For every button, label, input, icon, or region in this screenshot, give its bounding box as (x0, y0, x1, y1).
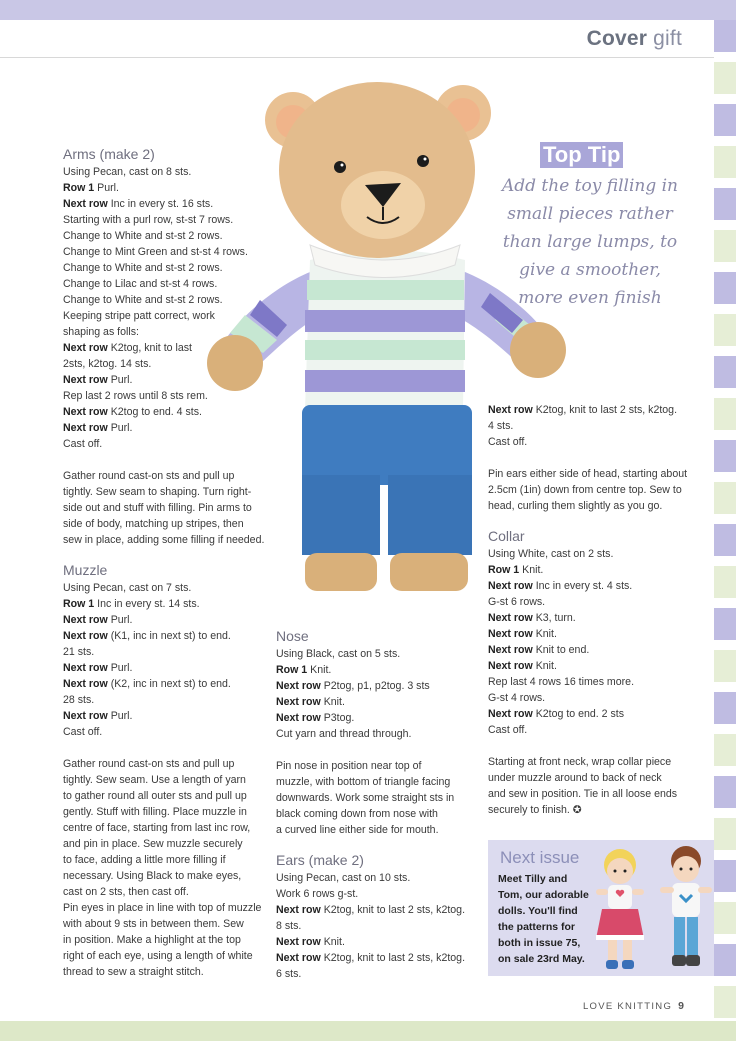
text-line: and pin in place. Sew muzzle securely (63, 838, 243, 850)
instruction-line: Next row Purl. (63, 710, 133, 722)
instruction-line: Cast off. (63, 726, 103, 738)
edge-stripe (714, 692, 736, 724)
next-issue-text (498, 871, 594, 967)
instruction-label: Next row (63, 422, 108, 434)
instruction-label: Next row (488, 660, 533, 672)
edge-stripe (714, 104, 736, 136)
text-line: securely to finish. ✪ (488, 804, 582, 816)
instruction-line: Next row (K1, inc in next st) to end. (63, 630, 231, 642)
instruction-line: Using Pecan, cast on 7 sts. (63, 582, 192, 594)
instruction-line: Next row K2tog, knit to last 2 sts, k2tog. (276, 952, 466, 964)
text-line: black coming down from nose with (276, 808, 438, 820)
instruction-label: Next row (276, 952, 321, 964)
instruction-label: Next row (488, 580, 533, 592)
instruction-label: Next row (63, 630, 108, 642)
instruction-line: Rep last 4 rows 16 times more. (488, 676, 635, 688)
text-line: side of body, matching up stripes, then (63, 518, 244, 530)
instruction-label: Next row (488, 628, 533, 640)
instruction-label: Row 1 (63, 182, 95, 194)
text-line: and sew in position. Tie in all loose ends (488, 788, 678, 800)
instruction-label: Next row (63, 374, 108, 386)
text-line: cast on 2 sts, then cast off. (63, 886, 189, 898)
top-color-band (0, 0, 736, 20)
instruction-label: Row 1 (63, 598, 95, 610)
text-line: Meet Tilly and (498, 873, 568, 885)
instruction-line: G-st 4 rows. (488, 692, 546, 704)
edge-stripe (714, 398, 736, 430)
instruction-line: Next row Knit to end. (488, 644, 590, 656)
text-line: sew in place, adding some filling if needed. (63, 534, 265, 546)
instruction-line: Next row Purl. (63, 422, 133, 434)
text-line: a curved line either side for mouth. (276, 824, 439, 836)
collar-heading: Collar (488, 528, 525, 544)
instruction-line: Keeping stripe patt correct, work (63, 310, 215, 322)
muzzle-heading: Muzzle (63, 562, 108, 578)
header-rule (0, 57, 714, 58)
instruction-line: Next row K2tog to end. 4 sts. (63, 406, 202, 418)
instruction-line: Starting with a purl row, st-st 7 rows. (63, 214, 234, 226)
instruction-line: Next row Knit. (488, 628, 557, 640)
arms-heading: Arms (make 2) (63, 146, 155, 162)
instruction-line: Change to White and st-st 2 rows. (63, 262, 223, 274)
ears-continued (488, 402, 703, 450)
edge-stripe (714, 482, 736, 514)
text-line: Gather round cast-on sts and pull up (63, 758, 235, 770)
edge-stripe (714, 734, 736, 766)
edge-stripe (714, 314, 736, 346)
instruction-line: Next row Inc in every st. 16 sts. (63, 198, 214, 210)
instruction-label: Next row (63, 198, 108, 210)
instruction-label: Next row (63, 614, 108, 626)
top-tip-text (500, 172, 680, 312)
instruction-label: Next row (488, 404, 533, 416)
instruction-line: Next row K2tog, knit to last 2 sts, k2tog. (488, 404, 678, 416)
text-line: on sale 23rd May. (498, 953, 585, 965)
instruction-line: G-st 6 rows. (488, 596, 546, 608)
text-line: Gather round cast-on sts and pull up (63, 470, 235, 482)
collar-paragraph (488, 754, 703, 818)
text-line: Add the toy filling in (501, 176, 679, 196)
instruction-line: 28 sts. (63, 694, 95, 706)
instruction-label: Row 1 (488, 564, 520, 576)
instruction-label: Next row (488, 708, 533, 720)
text-line: side out and stuff with filling. Pin arms to (63, 502, 252, 514)
edge-stripe (714, 986, 736, 1018)
instruction-line: Next row Knit. (488, 660, 557, 672)
text-line: Pin eyes in place in line with top of muzzle (63, 902, 262, 914)
instruction-line: Cut yarn and thread through. (276, 728, 412, 740)
edge-stripe (714, 440, 736, 472)
edge-stripe (714, 566, 736, 598)
column-middle (276, 626, 476, 982)
instruction-line: Next row (K2, inc in next st) to end. (63, 678, 231, 690)
text-line: give a smoother, (519, 260, 661, 280)
instruction-line: Using White, cast on 2 sts. (488, 548, 614, 560)
instruction-line: Work 6 rows g-st. (276, 888, 359, 900)
instruction-line: Change to White and st-st 2 rows. (63, 230, 223, 242)
instruction-line: Next row Knit. (276, 936, 345, 948)
instruction-line: Next row P2tog, p1, p2tog. 3 sts (276, 680, 430, 692)
nose-heading: Nose (276, 628, 309, 644)
instruction-line: Row 1 Knit. (276, 664, 332, 676)
instruction-line: Next row Purl. (63, 662, 133, 674)
page-footer (583, 1000, 684, 1012)
instruction-line: Cast off. (63, 438, 103, 450)
text-line: Pin ears either side of head, starting about (488, 468, 688, 480)
instruction-label: Next row (63, 678, 108, 690)
instruction-label: Next row (488, 644, 533, 656)
instruction-label: Next row (276, 936, 321, 948)
text-line: in position. Make a highlight at the top (63, 934, 241, 946)
bottom-color-band (0, 1021, 736, 1041)
nose-paragraph (276, 758, 476, 838)
text-line: gently. Stuff with filling. Place muzzle in (63, 806, 247, 818)
edge-stripe (714, 20, 736, 52)
ears-instructions (276, 870, 476, 982)
instruction-line: Row 1 Inc in every st. 14 sts. (63, 598, 200, 610)
instruction-line: Next row Purl. (63, 374, 133, 386)
instruction-line: Row 1 Purl. (63, 182, 119, 194)
text-line: Tom, our adorable (498, 889, 589, 901)
instruction-line: Using Pecan, cast on 10 sts. (276, 872, 411, 884)
ears-heading: Ears (make 2) (276, 852, 364, 868)
instruction-line: 4 sts. (488, 420, 514, 432)
text-line: right of each eye, using a length of white (63, 950, 253, 962)
text-line: to gather round all outer sts and pull up (63, 790, 247, 802)
text-line: under muzzle around to back of neck (488, 772, 662, 784)
instruction-line: Change to Mint Green and st-st 4 rows. (63, 246, 248, 258)
instruction-line: 8 sts. (276, 920, 302, 932)
text-line: both in issue 75, (498, 937, 581, 949)
text-line: Pin nose in position near top of (276, 760, 422, 772)
top-tip-title: Top Tip (540, 142, 623, 168)
text-line: thread to sew a straight stitch. (63, 966, 204, 978)
instruction-line: Change to White and st-st 2 rows. (63, 294, 223, 306)
arms-instructions (63, 164, 268, 452)
text-line: to face, adding a little more filling if (63, 854, 226, 866)
instruction-label: Row 1 (276, 664, 308, 676)
edge-stripe (714, 608, 736, 640)
section-header (587, 27, 682, 51)
dolls-image (588, 843, 720, 975)
top-tip-box (540, 142, 623, 168)
instruction-line: Using Black, cast on 5 sts. (276, 648, 401, 660)
instruction-line: Next row K2tog, knit to last (63, 342, 192, 354)
instruction-line: Next row K2tog, knit to last 2 sts, k2tog. (276, 904, 466, 916)
edge-stripe (714, 272, 736, 304)
instruction-label: Next row (276, 712, 321, 724)
instruction-line: Next row K2tog to end. 2 sts (488, 708, 625, 720)
text-line: dolls. You'll find (498, 905, 578, 917)
header-light: gift (653, 27, 682, 50)
next-issue-title: Next issue (500, 848, 580, 867)
text-line: necessary. Using Black to make eyes, (63, 870, 242, 882)
edge-stripe (714, 650, 736, 682)
text-line: small pieces rather (507, 204, 673, 224)
edge-stripe (714, 356, 736, 388)
instruction-label: Next row (276, 696, 321, 708)
edge-stripe (714, 524, 736, 556)
text-line: head, curling them slightly as you go. (488, 500, 663, 512)
instruction-label: Next row (276, 904, 321, 916)
edge-stripe (714, 188, 736, 220)
column-right (488, 402, 703, 818)
instruction-label: Next row (63, 406, 108, 418)
instruction-line: 2sts, k2tog. 14 sts. (63, 358, 152, 370)
text-line: 2.5cm (1in) down from centre top. Sew to (488, 484, 682, 496)
column-left (63, 144, 268, 980)
instruction-line: Next row Purl. (63, 614, 133, 626)
text-line: centre of face, starting from last inc row, (63, 822, 251, 834)
muzzle-paragraph (63, 756, 268, 980)
edge-stripe (714, 776, 736, 808)
instruction-line: Next row K3, turn. (488, 612, 576, 624)
text-line: more even finish (518, 288, 662, 308)
instruction-line: Next row P3tog. (276, 712, 355, 724)
arms-paragraph (63, 468, 268, 548)
instruction-line: 21 sts. (63, 646, 95, 658)
edge-stripe (714, 146, 736, 178)
instruction-line: Row 1 Knit. (488, 564, 544, 576)
nose-instructions (276, 646, 476, 742)
instruction-label: Next row (63, 342, 108, 354)
ears-paragraph (488, 466, 703, 514)
page-number: 9 (678, 1000, 684, 1012)
instruction-label: Next row (276, 680, 321, 692)
instruction-line: Cast off. (488, 436, 528, 448)
text-line: the patterns for (498, 921, 576, 933)
magazine-name: LOVE KNITTING (582, 1001, 673, 1012)
instruction-line: shaping as folls: (63, 326, 139, 338)
instruction-line: Change to Lilac and st-st 4 rows. (63, 278, 218, 290)
instruction-line: Cast off. (488, 724, 528, 736)
instruction-line: Next row Knit. (276, 696, 345, 708)
text-line: than large lumps, to (502, 232, 678, 252)
edge-stripe (714, 230, 736, 262)
instruction-label: Next row (488, 612, 533, 624)
instruction-line: 6 sts. (276, 968, 302, 980)
instruction-line: Rep last 2 rows until 8 sts rem. (63, 390, 208, 402)
instruction-line: Using Pecan, cast on 8 sts. (63, 166, 192, 178)
text-line: tightly. Sew seam. Use a length of yarn (63, 774, 246, 786)
text-line: downwards. Work some straight sts in (276, 792, 455, 804)
edge-stripe (714, 62, 736, 94)
text-line: muzzle, with bottom of triangle facing (276, 776, 451, 788)
instruction-label: Next row (63, 662, 108, 674)
instruction-line: Next row Inc in every st. 4 sts. (488, 580, 633, 592)
collar-instructions (488, 546, 703, 738)
instruction-label: Next row (63, 710, 108, 722)
text-line: tightly. Sew seam to shaping. Turn right- (63, 486, 252, 498)
text-line: Starting at front neck, wrap collar piece (488, 756, 672, 768)
header-bold: Cover (586, 27, 648, 50)
text-line: with about 9 sts in between them. Sew (63, 918, 244, 930)
muzzle-instructions (63, 580, 268, 740)
